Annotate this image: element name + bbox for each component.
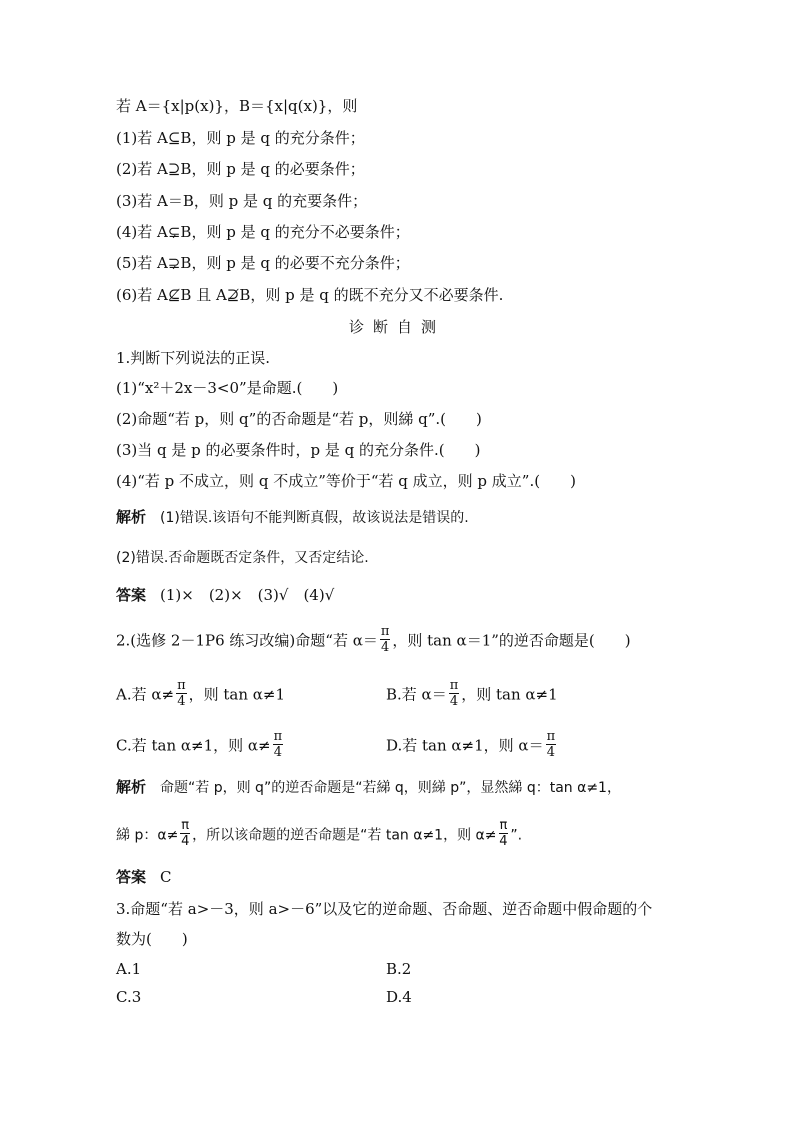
q2-option-d bbox=[386, 731, 558, 762]
q2-option-c bbox=[116, 731, 285, 762]
q2-analysis-part-c: ”. bbox=[510, 827, 523, 844]
q3-option-c: C.3 bbox=[116, 988, 142, 1006]
fraction-numerator: π bbox=[499, 818, 508, 833]
fraction-denominator: 4 bbox=[181, 834, 190, 849]
fraction-denominator: 4 bbox=[546, 745, 555, 760]
q2-analysis-text-1: 命题“若 p，则 q”的逆否命题是“若綈 q，则綈 p”，显然綈 q：tan α≠1， bbox=[160, 780, 621, 796]
fraction-numerator: π bbox=[273, 729, 283, 744]
q2-answer: C bbox=[160, 868, 172, 886]
intro-line: 若 A＝{x|p(x)}，B＝{x|q(x)}，则 bbox=[116, 97, 358, 115]
pi-over-4-fraction bbox=[449, 678, 460, 709]
intro-item-6: (6)若 A⊈B 且 A⊉B，则 p 是 q 的既不充分又不必要条件. bbox=[116, 286, 504, 304]
q1-stem: 1.判断下列说法的正误. bbox=[116, 349, 271, 367]
q2-option-b-part-a: B.若 α＝ bbox=[386, 685, 447, 704]
q2-analysis-line-1 bbox=[116, 777, 621, 798]
pi-over-4-fraction bbox=[499, 818, 509, 849]
q1-answer: (1)× (2)× (3)√ (4)√ bbox=[160, 586, 335, 604]
section-title: 诊断自测 bbox=[348, 318, 445, 336]
q2-option-d-part-a: D.若 tan α≠1，则 α＝ bbox=[386, 736, 544, 755]
pi-over-4-fraction bbox=[180, 818, 190, 849]
q2-option-a-part-a: A.若 α≠ bbox=[116, 685, 175, 704]
q1-analysis-line-1 bbox=[116, 507, 469, 528]
q3-option-a: A.1 bbox=[116, 960, 142, 978]
fraction-numerator: π bbox=[546, 729, 556, 744]
q2-option-a-part-b: ，则 tan α≠1 bbox=[188, 685, 286, 704]
q1-analysis-text-2: (2)错误.否命题既否定条件，又否定结论. bbox=[116, 550, 369, 566]
pi-over-4-fraction bbox=[176, 678, 187, 709]
q1-item-1: (1)“x²＋2x－3<0”是命题.( ) bbox=[116, 379, 339, 397]
q3-stem-line-2: 数为( ) bbox=[116, 930, 188, 948]
intro-item-3: (3)若 A＝B，则 p 是 q 的充要条件； bbox=[116, 192, 368, 210]
fraction-numerator: π bbox=[177, 678, 186, 693]
q3-stem-line-1: 3.命题“若 a>－3，则 a>－6”以及它的逆命题、否命题、逆否命题中假命题的个 bbox=[116, 900, 653, 918]
q2-stem-part-b: ，则 tan α＝1”的逆否命题是( ) bbox=[392, 631, 631, 650]
q1-answer-line bbox=[116, 585, 334, 605]
q1-answer-label: 答案 bbox=[116, 586, 147, 604]
q3-option-b: B.2 bbox=[386, 960, 412, 978]
fraction-numerator: π bbox=[449, 678, 459, 693]
fraction-denominator: 4 bbox=[380, 640, 390, 655]
q3-option-d: D.4 bbox=[386, 988, 412, 1006]
fraction-numerator: π bbox=[380, 624, 390, 639]
q2-analysis-line-2 bbox=[116, 820, 522, 851]
fraction-denominator: 4 bbox=[273, 745, 282, 760]
q1-analysis-text-1: (1)错误.该语句不能判断真假，故该说法是错误的. bbox=[160, 510, 469, 526]
q2-answer-label: 答案 bbox=[116, 868, 147, 886]
pi-over-4-fraction bbox=[273, 729, 284, 760]
fraction-numerator: π bbox=[181, 818, 190, 833]
q2-option-c-part-a: C.若 tan α≠1，则 α≠ bbox=[116, 736, 271, 755]
fraction-denominator: 4 bbox=[499, 834, 508, 849]
q2-option-b bbox=[386, 680, 558, 711]
q1-item-2: (2)命题“若 p，则 q”的否命题是“若 p，则綈 q”.( ) bbox=[116, 410, 482, 428]
q2-option-a bbox=[116, 680, 285, 711]
fraction-denominator: 4 bbox=[177, 694, 186, 709]
intro-item-5: (5)若 A⊋B，则 p 是 q 的必要不充分条件； bbox=[116, 254, 410, 272]
q2-stem bbox=[116, 626, 631, 657]
q1-item-4: (4)“若 p 不成立，则 q 不成立”等价于“若 q 成立，则 p 成立”.( ) bbox=[116, 472, 576, 490]
intro-item-4: (4)若 A⊊B，则 p 是 q 的充分不必要条件； bbox=[116, 223, 410, 241]
fraction-denominator: 4 bbox=[449, 694, 459, 709]
q2-stem-part-a: 2.(选修 2－1P6 练习改编)命题“若 α＝ bbox=[116, 631, 378, 650]
q2-analysis-part-a: 綈 p：α≠ bbox=[116, 827, 179, 844]
q1-item-3: (3)当 q 是 p 的必要条件时，p 是 q 的充分条件.( ) bbox=[116, 441, 481, 459]
q2-analysis-label: 解析 bbox=[116, 778, 147, 796]
q2-answer-line bbox=[116, 867, 172, 887]
q2-option-b-part-b: ，则 tan α≠1 bbox=[461, 685, 558, 704]
q1-analysis-label: 解析 bbox=[116, 508, 147, 526]
intro-item-1: (1)若 A⊆B，则 p 是 q 的充分条件； bbox=[116, 129, 365, 147]
q2-analysis-part-b: ，所以该命题的逆否命题是“若 tan α≠1，则 α≠ bbox=[192, 827, 497, 844]
pi-over-4-fraction bbox=[380, 624, 391, 655]
intro-item-2: (2)若 A⊇B，则 p 是 q 的必要条件； bbox=[116, 160, 365, 178]
pi-over-4-fraction bbox=[546, 729, 557, 760]
